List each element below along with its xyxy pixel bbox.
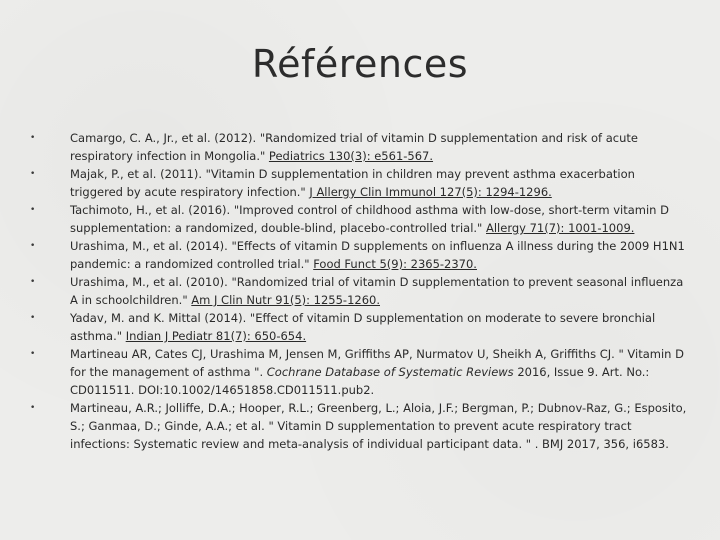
reference-journal-link[interactable]: Am J Clin Nutr 91(5): 1255-1260.	[191, 293, 380, 307]
reference-tail: 2016, Issue 9. Art. No.: CD011511. DOI:10.1002/14651858.CD011511.pub2.	[70, 365, 650, 397]
reference-text	[70, 129, 690, 165]
bullet-icon: •	[30, 349, 36, 359]
reference-source: Cochrane Database of Systematic Reviews	[266, 365, 514, 379]
reference-tail: . BMJ 2017, 356, i6583.	[534, 437, 669, 451]
reference-article: "Randomized trial of vitamin D supplementation to prevent seasonal influenza A in schoolchildren."	[70, 275, 684, 307]
reference-authors: Urashima, M., et al. (2010).	[70, 275, 232, 289]
reference-journal-link[interactable]: Pediatrics 130(3): e561-567.	[268, 149, 434, 163]
reference-text	[70, 165, 690, 201]
reference-item	[30, 201, 690, 237]
bullet-icon: •	[30, 313, 36, 323]
reference-journal-link[interactable]: J Allergy Clin Immunol 127(5): 1294-1296.	[309, 185, 552, 199]
reference-text	[70, 201, 690, 237]
reference-item	[30, 129, 690, 165]
bullet-icon: •	[30, 205, 36, 215]
reference-text	[70, 399, 690, 453]
reference-item	[30, 345, 690, 399]
reference-article: "Improved control of childhood asthma with low-dose, short-term vitamin D supplementation: a randomized, double-blind, placebo-controlled trial."	[70, 203, 669, 235]
reference-journal-link[interactable]: Food Funct 5(9): 2365-2370.	[313, 257, 477, 271]
reference-text	[70, 345, 690, 399]
reference-item	[30, 399, 690, 453]
reference-item	[30, 309, 690, 345]
bullet-icon: •	[30, 241, 36, 251]
reference-text	[70, 309, 690, 345]
reference-article: "Randomized trial of vitamin D supplementation and risk of acute respiratory infection in Mongolia."	[70, 131, 638, 163]
reference-journal-link[interactable]: Allergy 71(7): 1001-1009.	[486, 221, 635, 235]
reference-text	[70, 237, 690, 273]
reference-authors: Camargo, C. A., Jr., et al. (2012).	[70, 131, 260, 145]
reference-article: "Vitamin D supplementation in children may prevent asthma exacerbation triggered by acute respiratory infection."	[70, 167, 635, 199]
reference-authors: Majak, P., et al. (2011).	[70, 167, 206, 181]
reference-item	[30, 273, 690, 309]
reference-article: " Vitamin D for the management of asthma ".	[70, 347, 684, 379]
bullet-icon: •	[30, 133, 36, 143]
bullet-icon: •	[30, 169, 36, 179]
reference-authors: Martineau AR, Cates CJ, Urashima M, Jensen M, Griffiths AP, Nurmatov U, Sheikh A, Griffiths CJ.	[70, 347, 619, 361]
reference-authors: Tachimoto, H., et al. (2016).	[70, 203, 234, 217]
reference-authors: Yadav, M. and K. Mittal (2014).	[70, 311, 250, 325]
reference-list	[30, 129, 690, 453]
reference-authors: Martineau, A.R.; Jolliffe, D.A.; Hooper, R.L.; Greenberg, L.; Aloia, J.F.; Bergman, P.; Dubnov-Raz, G.; Esposito, S.; Ganmaa, D.; Ginde, A.A.; et al.	[70, 401, 687, 433]
bullet-icon: •	[30, 403, 36, 413]
reference-item	[30, 237, 690, 273]
reference-item	[30, 165, 690, 201]
bullet-icon: •	[30, 277, 36, 287]
reference-article: " Vitamin D supplementation to prevent acute respiratory tract infections: Systematic review and meta-analysis of individual participant data. "	[70, 419, 632, 451]
reference-journal-link[interactable]: Indian J Pediatr 81(7): 650-654.	[125, 329, 307, 343]
reference-article: "Effects of vitamin D supplements on influenza A illness during the 2009 H1N1 pandemic: a randomized controlled trial."	[70, 239, 685, 271]
reference-text	[70, 273, 690, 309]
reference-article: "Effect of vitamin D supplementation on moderate to severe bronchial asthma."	[70, 311, 656, 343]
slide-title: Références	[251, 42, 469, 86]
reference-authors: Urashima, M., et al. (2014).	[70, 239, 232, 253]
